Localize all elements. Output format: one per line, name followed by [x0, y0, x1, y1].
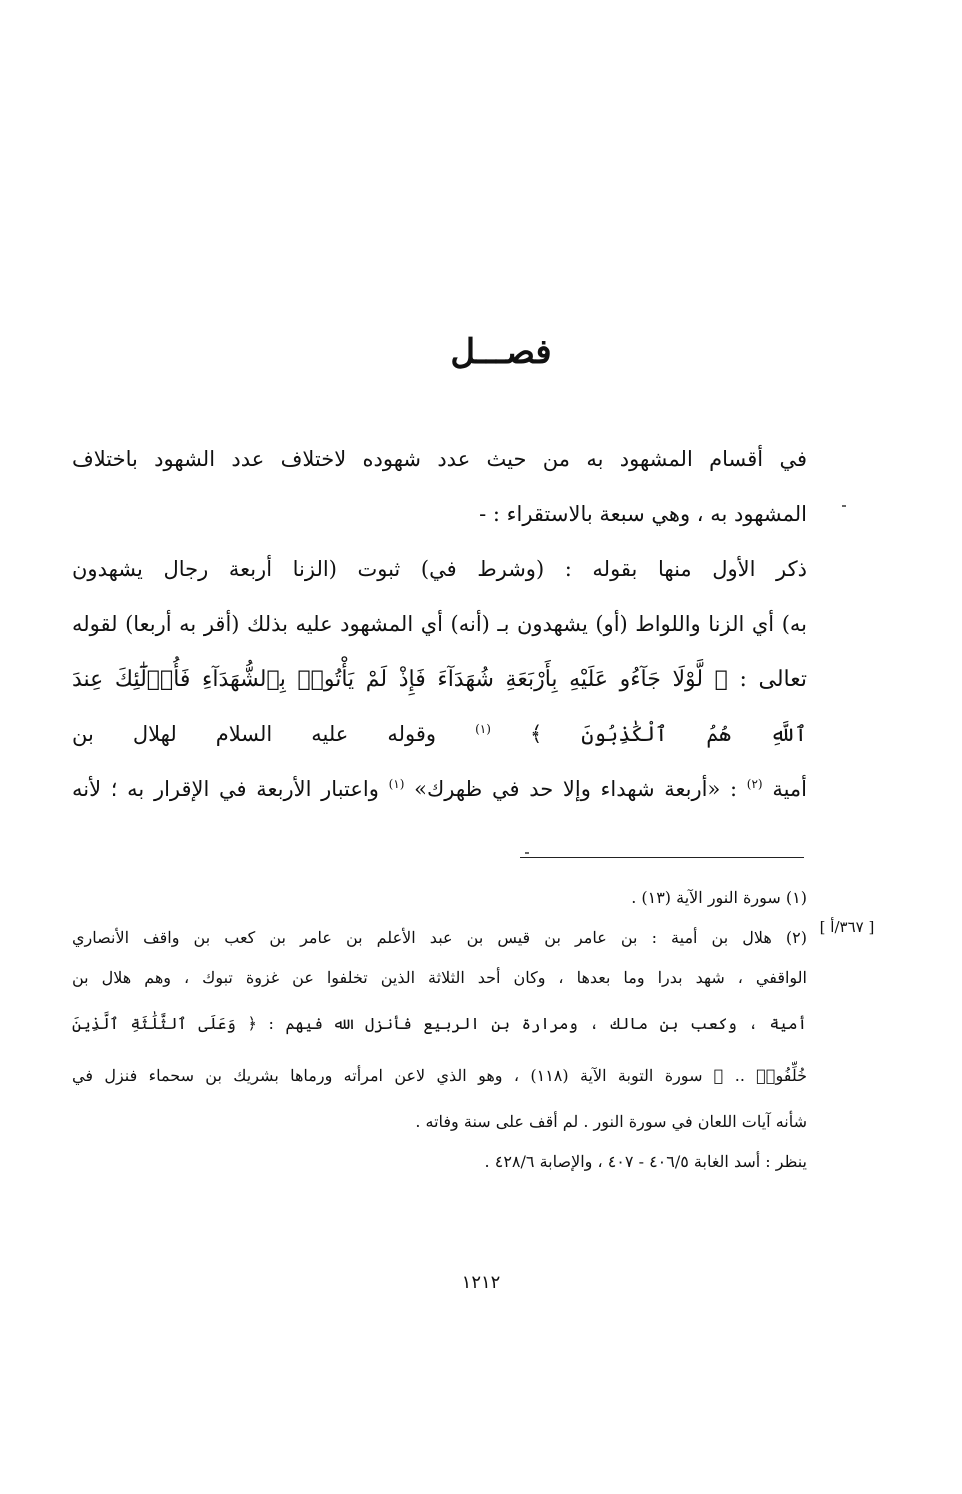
body-line: في أقسام المشهود به من حيث عدد شهوده لاختلاف عدد الشهود باختلاف [72, 447, 807, 471]
body-line: به) أي الزنا واللواط (أو) يشهدون بـ (أنه) أي المشهود عليه بذلك (أقر به أربعا) لقوله [72, 612, 807, 636]
body-line: المشهود به ، وهي سبعة بالاستقراء : - [479, 502, 807, 526]
body-line [72, 707, 807, 762]
footnote-mark: (٢) [746, 777, 763, 791]
hadith-text: : «أربعة شهداء وإلا حد في ظهرك» [414, 777, 738, 801]
footnote-line: (٢) هلال بن أمية : بن عامر بن قيس بن عبد الأعلم بن عامر بن كعب بن واقف الأنصاري [72, 928, 807, 947]
quran-verse-end: ٱللَّهِ هُمُ ٱلْكَٰذِبُونَ ﴾ [529, 722, 807, 746]
page-number: ١٢١٢ [461, 1272, 501, 1293]
person-name: أمية [772, 777, 807, 801]
footnote-line: ينظر : أسد الغابة ٤٠٦/٥ - ٤٠٧ ، والإصابة ٤٢٨/٦ . [484, 1152, 807, 1171]
scan-speck [525, 852, 529, 854]
quran-verse-line: تعالى : ﴿ لَّوْلَا جَآءُو عَلَيْهِ بِأَرْبَعَةِ شُهَدَآءَ فَإِذْ لَمْ يَأْتُوا۟ بِٱلشُّهَدَآءِ فَأُو۟لَٰٓئِكَ عِندَ [72, 667, 807, 692]
footnote-mark: (١) [475, 722, 491, 736]
footnote-line: خُلِّفُوا۟ .. ﴾ سورة التوبة الآية (١١٨) ، وهو الذي لاعن امرأته ورماها بشريك بن سحماء فنزل في [72, 1066, 807, 1085]
hadith-intro: وقوله عليه السلام لهلال بن [72, 722, 437, 746]
section-heading [0, 332, 962, 372]
footnote-line: شأنه آيات اللعان في سورة النور . لم أقف على سنة وفاته . [415, 1112, 807, 1131]
main-text [72, 432, 807, 817]
footnotes [72, 878, 807, 1182]
body-line: ذكر الأول منها بقوله : (وشرط في) ثبوت (الزنا أربعة رجال يشهدون [72, 557, 807, 581]
body-line [72, 762, 807, 817]
footnote-line: (١) سورة النور الآية (١٣) . [631, 888, 807, 907]
section-heading-text: فصـــل [450, 332, 552, 372]
footnote-mark: (١) [388, 777, 405, 791]
scan-speck [842, 505, 846, 507]
footnote-line: الواقفي ، شهد بدرا وما بعدها ، وكان أحد الثلاثة الذين تخلفوا عن غزوة تبوك ، وهم هلال بن [72, 968, 807, 987]
footnote-divider [520, 857, 804, 858]
footnote-line: أمية ، وكعب بن مالك ، ومرارة بن الربيع فأنزل الله فيهم : ﴿ وَعَلَى ٱلثَّلَٰثَةِ ٱلَّذِينَ [72, 1014, 807, 1033]
manuscript-folio-reference: [ ٣٦٧/أ ] [819, 918, 875, 936]
body-continuation: واعتبار الأربعة في الإقرار به ؛ لأنه [72, 777, 379, 801]
